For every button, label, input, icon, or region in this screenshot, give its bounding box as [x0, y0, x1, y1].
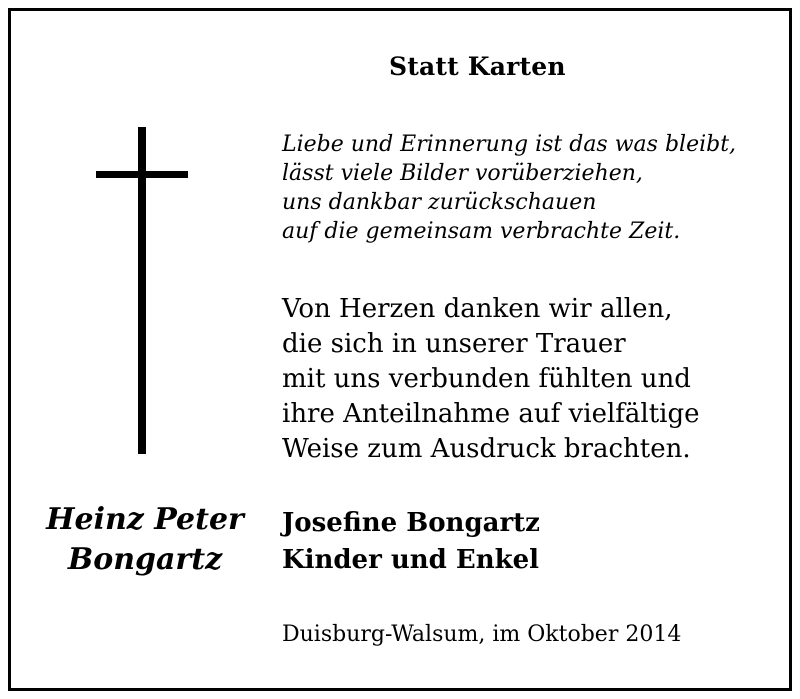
thanks-line: die sich in unserer Trauer	[282, 329, 626, 359]
thanks-line: mit uns verbunden fühlten und	[282, 364, 691, 394]
notice-heading: Statt Karten	[389, 52, 566, 81]
latin-cross-icon	[96, 127, 188, 454]
thanks-line: Von Herzen danken wir allen,	[282, 294, 673, 324]
deceased-name-line: Heinz Peter	[46, 502, 244, 537]
poem-line: uns dankbar zurückschauen	[282, 190, 597, 215]
mourner-line: Josefine Bongartz	[282, 508, 540, 538]
mourner-line: Kinder und Enkel	[282, 545, 540, 575]
memorial-poem	[282, 130, 736, 246]
thanks-text	[282, 292, 700, 467]
thanks-line: ihre Anteilnahme auf vielfältige	[282, 399, 700, 429]
place-and-date: Duisburg-Walsum, im Oktober 2014	[282, 622, 682, 647]
deceased-name	[40, 500, 250, 580]
poem-line: Liebe und Erinnerung ist das was bleibt,	[282, 132, 737, 157]
mourners-signature	[282, 505, 540, 579]
deceased-name-line: Bongartz	[67, 542, 223, 577]
thanks-line: Weise zum Ausdruck brachten.	[282, 434, 691, 464]
poem-line: auf die gemeinsam verbrachte Zeit.	[282, 219, 681, 244]
cross-horizontal-bar	[96, 171, 188, 178]
poem-line: lässt viele Bilder vorüberziehen,	[282, 161, 643, 186]
